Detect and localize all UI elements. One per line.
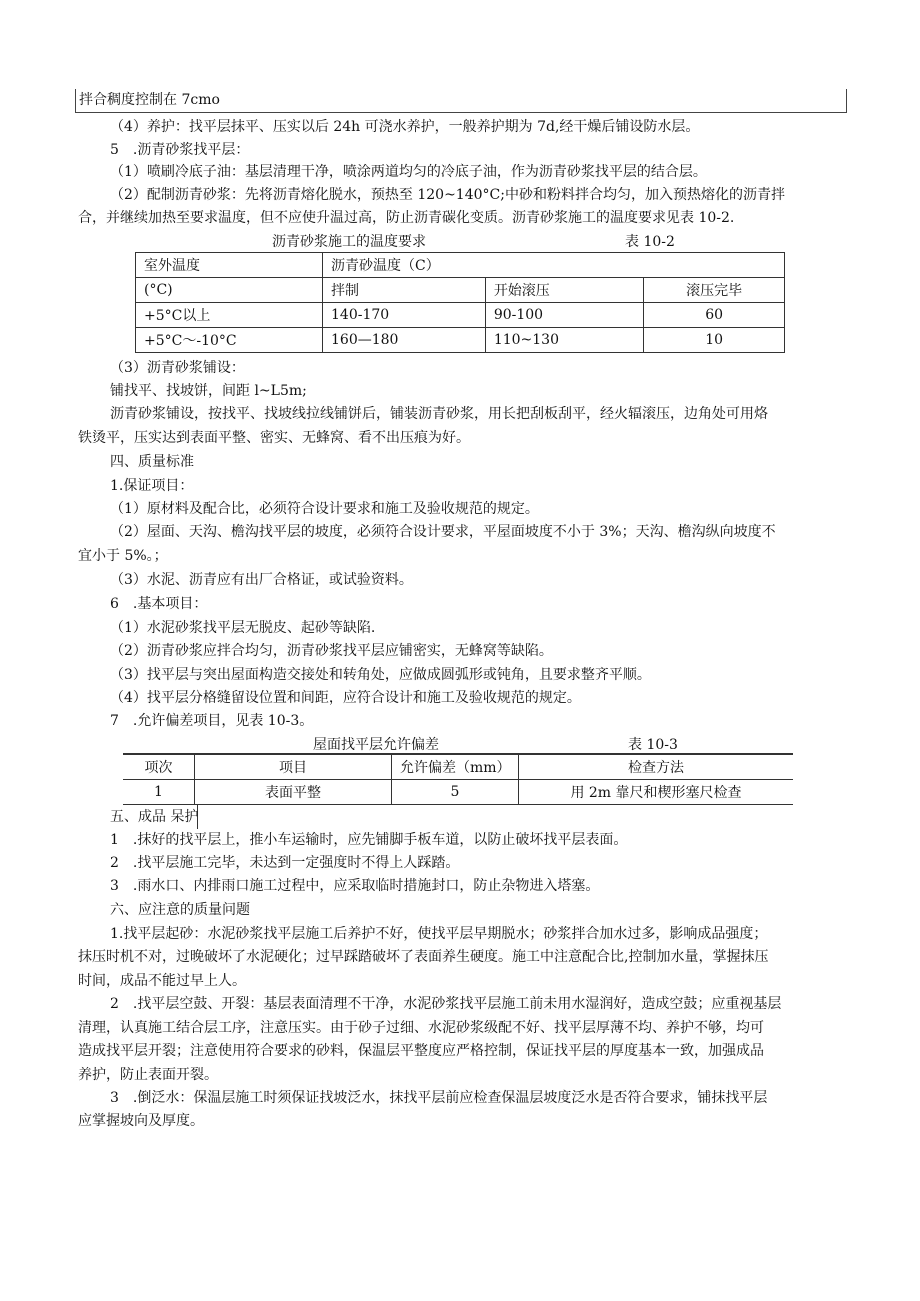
para-line: 1.保证项目： [110,478,194,494]
para-line: （2）屋面、天沟、檐沟找平层的坡度，必须符合设计要求，平屋面坡度不小于 3%；天沟、檐沟纵向坡度不 [110,524,776,540]
table2-caption: 屋面找平层允许偏差 [313,737,439,753]
para-line: 7 .允许偏差项目，见表 10-3。 [110,713,314,729]
header-cell: 滚压完毕 [644,278,785,303]
heading-5: 5 .沥青砂浆找平层： [110,142,250,158]
cell: 110~130 [485,328,643,353]
para-line: （2）配制沥青砂浆：先将沥青熔化脱水，预热至 120~140°C;中砂和粉料拌合均匀，加入预热熔化的沥青拌 [110,187,785,203]
para-line: 3 .雨水口、内排雨口施工过程中，应采取临时措施封口，防止杂物进入塔塞。 [110,878,600,894]
para-line: 五、成品 呆护 [110,809,199,825]
cell: 160—180 [323,328,486,353]
tolerance-table [123,753,793,805]
para-line: （3）水泥、沥青应有出厂合格证，或试验资料。 [110,572,413,588]
para-line: 沥青砂浆铺设，按找平、找坡线拉线铺饼后，铺装沥青砂浆，用长把刮板刮平，经火辐滚压，边角处可用烙 [110,406,768,422]
cell: 90-100 [485,303,643,328]
header-cell: 项次 [123,754,195,780]
para-line: 2 .找平层空鼓、开裂：基层表面清理不干净，水泥砂浆找平层施工前未用水湿润好，造成空鼓；应重视基层 [110,996,782,1012]
para-line: 1.找平层起砂：水泥砂浆找平层施工后养护不好，使找平层早期脱水；砂浆拌合加水过多，影响成品强度； [110,926,768,942]
para-line: 合，并继续加热至要求温度，但不应使升温过高，防止沥青碳化变质。沥青砂浆施工的温度要求见表 10-2. [78,210,735,226]
para-line: （2）沥青砂浆应拌合均匀，沥青砂浆找平层应铺密实，无蜂窝等缺陷。 [110,643,553,659]
header-cell: 项目 [195,754,392,780]
para-line: 3 .倒泛水：保温层施工时须保证找坡泛水，抹找平层前应检查保温层坡度泛水是否符合要求，铺抹找平层 [110,1090,768,1106]
temperature-table [135,252,785,353]
para-line: 2 .找平层施工完毕，未达到一定强度时不得上人踩踏。 [110,855,460,871]
header-cell: 允许偏差（mm） [392,754,519,780]
para-line: （4）养护：找平层抹平、压实以后 24h 可浇水养护，一般养护期为 7d,经干燥后铺设防水层。 [110,119,700,135]
cell: 10 [644,328,785,353]
header-cell: 室外温度 [136,253,323,278]
cell: 用 2m 靠尺和楔形塞尺检查 [519,780,794,805]
para-line: 四、质量标准 [110,454,194,470]
para-line: 养护，防止表面开裂。 [78,1067,218,1083]
cell: 140-170 [323,303,486,328]
para-line: （3）找平层与突出屋面构造交接处和转角处，应做成圆弧形或钝角，且要求整齐平顺。 [110,667,651,683]
cell: 表面平整 [195,780,392,805]
para-line: 铺找平、找坡饼，间距 l~L5m; [110,383,307,399]
para-line: 六、应注意的质量问题 [110,902,250,918]
table1-caption: 沥青砂浆施工的温度要求 [272,234,426,250]
header-cell: 拌制 [323,278,486,303]
table2-number: 表 10-3 [628,737,678,753]
table1-number: 表 10-2 [625,234,675,250]
para-line: （1）水泥砂浆找平层无脱皮、起砂等缺陷. [110,620,376,636]
top-line: 拌合稠度控制在 7cmo [79,92,220,108]
header-cell: 开始滚压 [485,278,643,303]
para-line: （4）找平层分格缝留设位置和间距，应符合设计和施工及验收规范的规定。 [110,690,581,706]
cell: 1 [123,780,195,805]
para-line: 应掌握坡向及厚度。 [78,1113,204,1129]
para-line: 造成找平层开裂；注意使用符合要求的砂料，保温层平整度应严格控制，保证找平层的厚度基本一致，加强成品 [78,1043,764,1059]
cell: 60 [644,303,785,328]
cell: 5 [392,780,519,805]
cell: +5°C～-10°C [136,328,323,353]
para-line: 时间，成品不能过早上人。 [78,973,246,989]
para-line: （1）喷刷冷底子油：基层清理干净，喷涂两道均匀的冷底子油，作为沥青砂浆找平层的结合层。 [110,164,707,180]
para-line: 1 .抹好的找平层上，推小车运输时，应先铺脚手板车道，以防止破坏找平层表面。 [110,832,628,848]
para-line: 宜小于 5%。； [78,548,168,564]
header-cell: 沥青砂温度（C） [323,253,785,278]
header-cell: 检查方法 [519,754,794,780]
header-cell: (°C) [136,278,323,303]
para-line: 铁烫平，压实达到表面平整、密实、无蜂窝、看不出压痕为好。 [78,430,470,446]
cell: +5°C以上 [136,303,323,328]
para-line: （1）原材料及配合比，必须符合设计要求和施工及验收规范的规定。 [110,501,539,517]
para-line: 6 .基本项目： [110,596,208,612]
table-row [123,780,793,805]
para-line: 清理，认真施工结合层工序，注意压实。由于砂子过细、水泥砂浆级配不好、找平层厚薄不均、养护不够，均可 [78,1020,764,1036]
para-line: 抹压时机不对，过晚破坏了水泥硬化；过早踩踏破坏了表面养生硬度。施工中注意配合比,控制加水量，掌握抹压 [78,949,769,965]
table-row [136,303,785,328]
table-row [136,328,785,353]
para-line: （3）沥青砂浆铺设： [110,360,245,376]
